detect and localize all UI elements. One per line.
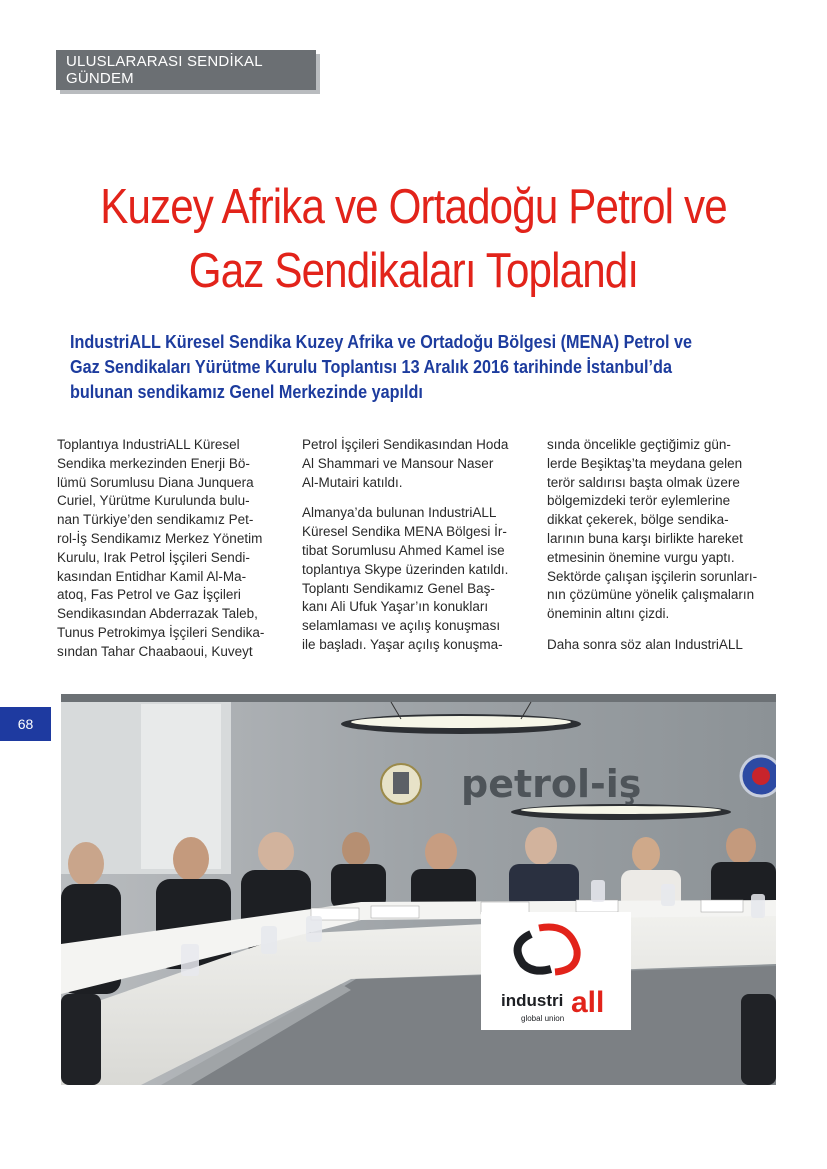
- text-line: nan Türkiye’den sendikamız Pet-: [57, 512, 254, 528]
- text-line: sından Tahar Chaabaoui, Kuveyt: [57, 643, 253, 659]
- text-line: rol-İş Sendikamız Merkez Yönetim: [57, 530, 263, 546]
- banner-brand: industri: [501, 991, 564, 1010]
- text-line: Tunus Petrokimya İşçileri Sendika-: [57, 624, 265, 640]
- text-line: Kurulu, Irak Petrol İşçileri Sendi-: [57, 549, 250, 565]
- text-line: Almanya’da bulunan IndustriALL: [302, 505, 497, 521]
- text-line: dikkat çekerek, bölge sendika-: [547, 512, 729, 528]
- article-title: [92, 175, 734, 303]
- section-tag: [56, 50, 316, 90]
- text-line: nın çözümüne yönelik çalışmaların: [547, 587, 755, 603]
- lead-line-2: Gaz Sendikaları Yürütme Kurulu Toplantısı 13 Aralık 2016 tarihinde İstanbul’da: [70, 357, 672, 377]
- text-line: Küresel Sendika MENA Bölgesi İr-: [302, 524, 507, 540]
- text-line: Petrol İşçileri Sendikasından Hoda: [302, 437, 509, 452]
- text-line: atoq, Fas Petrol ve Gaz İşçileri: [57, 587, 241, 603]
- text-line: toplantıya Skype üzerinden katıldı.: [302, 561, 509, 577]
- paragraph: [547, 636, 779, 655]
- text-line: Curiel, Yürütme Kurulunda bulu-: [57, 493, 250, 509]
- article-lead: [70, 330, 700, 405]
- paragraph: [547, 436, 779, 624]
- banner-tagline: global union: [521, 1014, 565, 1023]
- text-line: Daha sonra söz alan IndustriALL: [547, 636, 743, 652]
- section-tag-label: ULUSLARARASI SENDİKAL GÜNDEM: [66, 53, 263, 87]
- banner-brand-suffix: all: [571, 986, 605, 1019]
- text-line: terör saldırısı başta olmak üzere: [547, 474, 740, 490]
- text-line: Sendika merkezinden Enerji Bö-: [57, 455, 250, 471]
- body-column-1: [57, 436, 289, 674]
- text-line: Toplantı Sendikamız Genel Baş-: [302, 580, 495, 596]
- text-line: ile başladı. Yaşar açılış konuşma-: [302, 636, 503, 652]
- text-line: lerde Beşiktaş’ta meydana gelen: [547, 455, 743, 471]
- text-line: Toplantıya IndustriALL Küresel: [57, 437, 240, 452]
- text-line: larının buna karşı birlikte hareket: [547, 530, 743, 546]
- paragraph: [302, 504, 534, 654]
- text-line: lümü Sorumlusu Diana Junquera: [57, 474, 254, 490]
- meeting-photo: [61, 694, 776, 1085]
- page-number-label: 68: [17, 716, 34, 732]
- text-line: tibat Sorumlusu Ahmed Kamel ise: [302, 542, 505, 558]
- text-line: Sektörde çalışan işçilerin sorunları-: [547, 568, 758, 584]
- text-line: sında öncelikle geçtiğimiz gün-: [547, 437, 731, 452]
- text-line: bölgemizdeki terör eylemlerine: [547, 493, 731, 509]
- text-line: öneminin altını çizdi.: [547, 606, 670, 622]
- text-line: etmesinin önemine vurgu yaptı.: [547, 549, 735, 565]
- text-line: Al Shammari ve Mansour Naser: [302, 455, 494, 471]
- text-line: kasından Entidhar Kamil Al-Ma-: [57, 568, 247, 584]
- text-line: selamlaması ve açılış konuşması: [302, 618, 501, 634]
- paragraph: [302, 436, 534, 492]
- article-title-line-2: Gaz Sendikaları Toplandı: [188, 244, 639, 298]
- body-column-3: [547, 436, 779, 667]
- paragraph: [57, 436, 289, 662]
- wall-sign: petrol-iş: [461, 762, 642, 806]
- body-column-2: [302, 436, 534, 667]
- text-line: kanı Ali Ufuk Yaşar’ın konukları: [302, 599, 489, 615]
- text-line: Sendikasından Abderrazak Taleb,: [57, 606, 258, 622]
- page-number: [0, 707, 51, 741]
- article-title-line-1: Kuzey Afrika ve Ortadoğu Petrol ve: [100, 180, 727, 234]
- lead-line-1: IndustriALL Küresel Sendika Kuzey Afrika ve Ortadoğu Bölgesi (MENA) Petrol ve: [70, 332, 693, 352]
- text-line: Al-Mutairi katıldı.: [302, 474, 403, 490]
- lead-line-3: bulunan sendikamız Genel Merkezinde yapıldı: [70, 382, 423, 402]
